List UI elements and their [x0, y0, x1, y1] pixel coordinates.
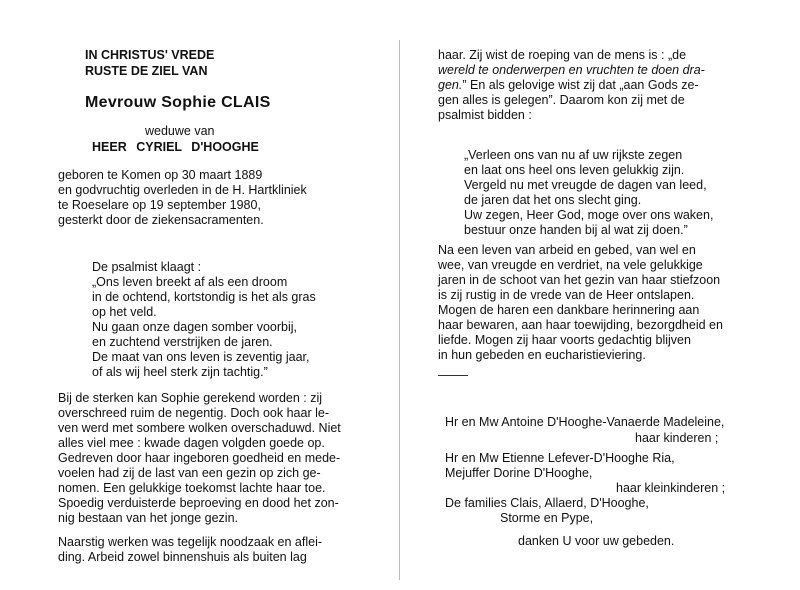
psalm-line: Nu gaan onze dagen somber voorbij,: [92, 320, 297, 334]
prayer-line: „Verleen ons van nu af uw rijkste zegen: [464, 148, 683, 162]
bio-line: en godvruchtig overleden in de H. Hartkliniek: [58, 183, 307, 197]
psalm-line: en zuchtend verstrijken de jaren.: [92, 335, 273, 349]
prayer-line: de jaren dat het ons slecht ging.: [464, 193, 642, 207]
text-fragment: ” En als gelovige wist zij dat „aan Gods ze-: [462, 78, 699, 92]
bio-line: geboren te Komen op 30 maart 1889: [58, 168, 263, 182]
paragraph-line: overschreed ruim de negentig. Doch ook haar le-: [58, 406, 329, 420]
header-line-2: RUSTE DE ZIEL VAN: [85, 64, 208, 78]
psalm-line: op het veld.: [92, 305, 157, 319]
paragraph-line: nig bestaan van het jonge gezin.: [58, 511, 238, 525]
paragraph-line: jaren in de schoot van het gezin van haar stiefzoon: [438, 273, 721, 287]
right-page: [400, 0, 800, 590]
bio-line: te Roeselare op 19 september 1980,: [58, 198, 261, 212]
psalm-line: of als wij heel sterk zijn tachtig.”: [92, 365, 268, 379]
psalm-line: „Ons leven breekt af als een droom: [92, 275, 288, 289]
psalm-intro: De psalmist klaagt :: [92, 260, 202, 274]
paragraph-line: nomen. Een gelukkige toekomst lachte haar toe.: [58, 481, 326, 495]
prayer-line: en laat ons heel ons leven gelukkig zijn.: [464, 163, 685, 177]
paragraph-line: gen alles is gelegen”. Daarom kon zij met de: [438, 93, 685, 107]
paragraph-line: ding. Arbeid zowel binnenshuis als buiten lag: [58, 550, 307, 564]
family-line: Hr en Mw Etienne Lefever-D'Hooghe Ria,: [445, 451, 675, 465]
family-relation: haar kinderen ;: [635, 431, 719, 445]
paragraph-line: wee, van vreugde en verdriet, na vele gelukkige: [438, 258, 703, 272]
psalm-line: in de ochtend, kortstondig is het als gras: [92, 290, 316, 304]
thanks-line: danken U voor uw gebeden.: [518, 534, 675, 548]
paragraph-line: is zij rustig in de vrede van de Heer ontslapen.: [438, 288, 695, 302]
paragraph-line: Spoedig verduisterde beproeving en dood het zon-: [58, 496, 339, 510]
paragraph-line: ven werd met sombere wolken overschaduwd. Niet: [58, 421, 341, 435]
paragraph-line: liefde. Mogen zij haar voorts gedachtig blijven: [438, 333, 691, 347]
psalm-line: De maat van ons leven is zeventig jaar,: [92, 350, 310, 364]
family-line: Hr en Mw Antoine D'Hooghe-Vanaerde Madeleine,: [445, 415, 725, 429]
separator-rule: [438, 375, 468, 376]
prayer-line: Uw zegen, Heer God, moge over ons waken,: [464, 208, 714, 222]
deceased-name: Mevrouw Sophie CLAIS: [85, 94, 271, 111]
paragraph-line: alles viel mee : kwade dagen volgden goede op.: [58, 436, 325, 450]
paragraph-line: Na een leven van arbeid en gebed, van wel en: [438, 243, 696, 257]
paragraph-line: voelen had zij de last van een gezin op zich ge-: [58, 466, 321, 480]
family-line: Mejuffer Dorine D'Hooghe,: [445, 466, 593, 480]
paragraph-line: Gedreven door haar ingeboren goedheid en mede-: [58, 451, 341, 465]
paragraph-line-italic: wereld te onderwerpen en vruchten te doen dra-: [438, 63, 705, 77]
paragraph-line: [438, 78, 699, 93]
family-relation: haar kleinkinderen ;: [616, 481, 726, 495]
family-line: Storme en Pype,: [500, 511, 594, 525]
paragraph-line: in hun gebeden en eucharistieviering.: [438, 348, 646, 362]
italic-fragment: gen.: [438, 78, 463, 92]
family-line: De families Clais, Allaerd, D'Hooghe,: [445, 496, 649, 510]
paragraph-line: haar. Zij wist de roeping van de mens is : „de: [438, 48, 687, 62]
paragraph-line: Naarstig werken was tegelijk noodzaak en aflei-: [58, 535, 323, 549]
prayer-line: Vergeld nu met vreugde de dagen van leed,: [464, 178, 707, 192]
header-line-1: IN CHRISTUS' VREDE: [85, 48, 215, 62]
paragraph-line: Bij de sterken kan Sophie gerekend worden : zij: [58, 391, 323, 405]
paragraph-line: psalmist bidden :: [438, 108, 532, 122]
husband-name: HEER CYRIEL D'HOOGHE: [92, 140, 259, 154]
bio-line: gesterkt door de ziekensacramenten.: [58, 213, 264, 227]
prayer-line: bestuur onze handen bij al wat zij doen.”: [464, 223, 688, 237]
widow-of-label: weduwe van: [145, 124, 215, 138]
paragraph-line: haar bewaren, aan haar toewijding, bezorgdheid en: [438, 318, 723, 332]
paragraph-line: Mogen de haren een dankbare herinnering aan: [438, 303, 700, 317]
